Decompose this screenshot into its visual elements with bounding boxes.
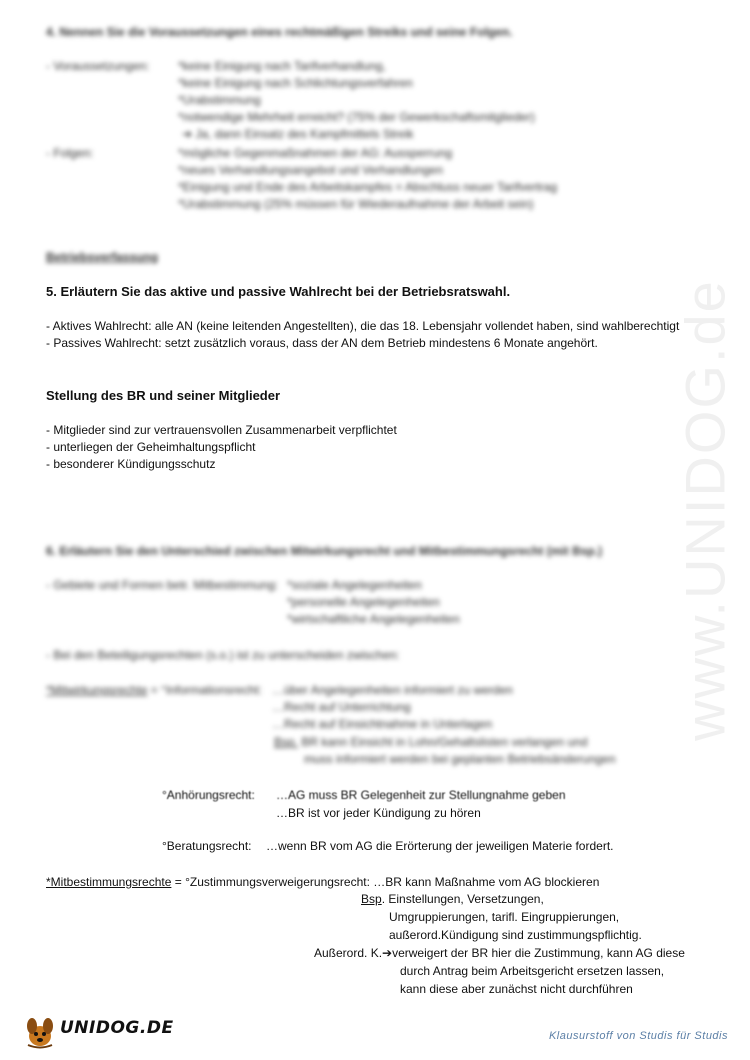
aktives-wahlrecht: - Aktives Wahlrecht: alle AN (keine leitenden Angestellten), die das 18. Lebensjahr vollendet haben, sind wahlberechtigt — [46, 319, 680, 333]
anhoerung-line: …BR ist vor jeder Kündigung zu hören — [276, 806, 481, 820]
section-5-title: 5. Erläutern Sie das aktive und passive Wahlrecht bei der Betriebsratswahl. — [46, 284, 511, 299]
beratung-label: °Beratungsrecht: — [162, 839, 252, 853]
beteiligung-line: - Bei den Beteiligungsrechten (s.o.) ist zu unterscheiden zwischen: — [46, 648, 400, 662]
logo-text: UNIDOG.DE — [60, 1018, 174, 1038]
gebiete-label: - Gebiete und Formen betr. Mitbestimmung: — [46, 578, 279, 592]
gebiete-line: *personelle Angelegenheiten — [287, 595, 440, 609]
bsp2-line: Umgruppierungen, tarifl. Eingruppierungen, — [389, 910, 620, 924]
betriebsverfassung-heading: Betriebsverfassung — [46, 250, 159, 264]
info-line: …Recht auf Einsichtnahme in Unterlagen — [272, 717, 493, 731]
bsp1-text: BR kann Einsicht in Lohn/Gehaltslisten verlangen und — [298, 735, 588, 749]
arrow-right-icon: ➔ — [382, 946, 393, 960]
bsp2-text: . Einstellungen, Versetzungen, — [381, 892, 544, 906]
folgen-label: - Folgen: — [46, 146, 94, 160]
folgen-line: *Urabstimmung (25% müssen für Wiederaufnahme der Arbeit sein) — [178, 197, 534, 211]
ausserord-line: durch Antrag beim Arbeitsgericht ersetzen lassen, — [400, 964, 665, 978]
bsp1-line — [274, 735, 588, 749]
mitwirkung-label: *Mitwirkungsrechte — [46, 683, 148, 697]
watermark-text: www.UNIDOG.de — [673, 279, 737, 741]
folgen-line: *Einigung und Ende des Arbeitskampfes = Abschluss neuer Tarifvertrag — [178, 180, 558, 194]
ausserord-text: verweigert der BR hier die Zustimmung, kann AG diese — [392, 946, 685, 960]
folgen-line: *mögliche Gegenmaßnahmen der AG: Aussperrung — [178, 146, 453, 160]
mitbestimmung-line — [46, 875, 599, 889]
stellung-line: - Mitglieder sind zur vertrauensvollen Zusammenarbeit verpflichtet — [46, 423, 397, 437]
voraus-line: ➔ Ja, dann Einsatz des Kampfmittels Streik — [182, 127, 414, 141]
dog-icon — [22, 1012, 62, 1050]
section-4-title: 4. Nennen Sie die Voraussetzungen eines rechtmäßigen Streiks und seine Folgen. — [46, 25, 513, 39]
mitbestimmung-rest: = °Zustimmungsverweigerungsrecht: …BR kann Maßnahme vom AG blockieren — [171, 875, 600, 889]
bsp2-line: außerord.Kündigung sind zustimmungspflichtig. — [389, 928, 642, 942]
passives-wahlrecht: - Passives Wahlrecht: setzt zusätzlich voraus, dass der AN dem Betrieb mindestens 6 Monate angehört. — [46, 336, 598, 350]
voraus-line: *keine Einigung nach Schlichtungsverfahren — [178, 76, 413, 90]
stellung-line: - besonderer Kündigungsschutz — [46, 457, 216, 471]
bsp1-line: muss informiert werden bei geplanten Betriebsänderungen — [304, 752, 616, 766]
ausserord-label: Außerord. K. — [314, 946, 383, 960]
ausserord-line — [314, 946, 685, 960]
beratung-text: …wenn BR vom AG die Erörterung der jeweiligen Materie fordert. — [266, 839, 614, 853]
mitwirkung-line — [46, 683, 262, 697]
info-line: …Recht auf Unterrichtung — [272, 700, 411, 714]
voraus-line: *Urabstimmung — [178, 93, 261, 107]
stellung-line: - unterliegen der Geheimhaltungspflicht — [46, 440, 256, 454]
gebiete-line: *wirtschaftliche Angelegenheiten — [287, 612, 460, 626]
watermark — [660, 260, 750, 760]
bsp2-line — [361, 892, 544, 906]
gebiete-line: *soziale Angelegenheiten — [287, 578, 422, 592]
voraus-line: *keine Einigung nach Tarifverhandlung, — [178, 59, 386, 73]
folgen-line: *neues Verhandlungsangebot und Verhandlungen — [178, 163, 443, 177]
bsp2-label: Bsp — [361, 892, 382, 906]
mitwirkung-eq: = °Informationsrecht: — [147, 683, 262, 697]
info-line: …über Angelegenheiten informiert zu werden — [272, 683, 513, 697]
voraus-line: *notwendige Mehrheit erreicht? (75% der Gewerkschaftsmitglieder) — [178, 110, 535, 124]
section-6-title: 6. Erläutern Sie den Unterschied zwischen Mitwirkungsrecht und Mitbestimmungsrecht (mit Bsp.) — [46, 544, 603, 558]
stellung-title: Stellung des BR und seiner Mitglieder — [46, 388, 281, 403]
bsp1-label: Bsp. — [274, 735, 299, 749]
anhoerung-line: …AG muss BR Gelegenheit zur Stellungnahme geben — [276, 788, 566, 802]
footer-slogan: Klausurstoff von Studis für Studis — [548, 1030, 728, 1042]
unidog-logo — [22, 1012, 182, 1050]
anhoerung-label: °Anhörungsrecht: — [162, 788, 255, 802]
voraussetzungen-label: - Voraussetzungen: — [46, 59, 150, 73]
mitbestimmung-label: *Mitbestimmungsrechte — [46, 875, 172, 889]
ausserord-line: kann diese aber zunächst nicht durchführen — [400, 982, 633, 996]
